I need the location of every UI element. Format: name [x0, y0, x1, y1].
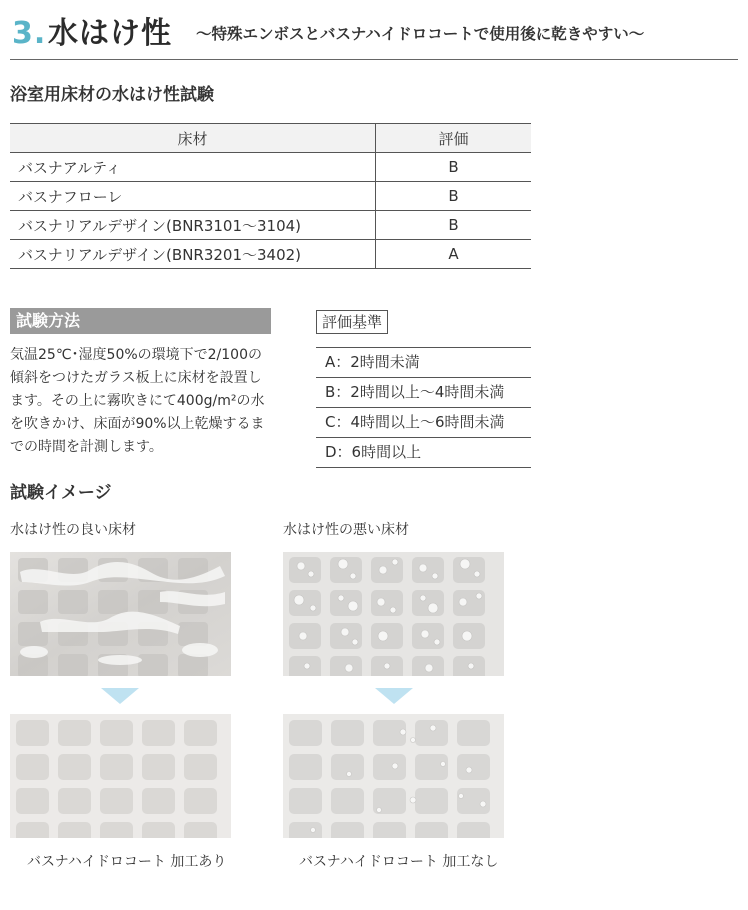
rating-cell: B	[376, 211, 532, 240]
material-cell: バスナリアルデザイン(BNR3201〜3402)	[10, 240, 376, 269]
page-subtitle: 〜特殊エンボスとバスナハイドロコートで使用後に乾きやすい〜	[196, 25, 645, 43]
table-row	[10, 153, 531, 182]
bad-floor-dry-photo	[283, 714, 504, 838]
arrow-down-icon	[101, 688, 139, 704]
material-cell: バスナフローレ	[10, 182, 376, 211]
criteria-list	[316, 347, 531, 468]
arrow-down-icon	[375, 688, 413, 704]
criteria-item: A：2時間未満	[316, 347, 531, 377]
good-floor-wet-photo	[10, 552, 231, 676]
page-title: 水はけ性	[48, 16, 172, 51]
method-heading: 試験方法	[10, 308, 271, 334]
rating-cell: B	[376, 153, 532, 182]
image-section-title: 試験イメージ	[10, 483, 112, 503]
criteria-heading: 評価基準	[316, 310, 388, 334]
table-row	[10, 211, 531, 240]
table-header-row	[10, 124, 531, 153]
material-cell: バスナリアルデザイン(BNR3101〜3104)	[10, 211, 376, 240]
bad-floor-wet-photo	[283, 552, 504, 676]
good-floor-caption: バスナハイドロコート 加工あり	[27, 854, 227, 870]
material-cell: バスナアルティ	[10, 153, 376, 182]
header-divider	[10, 59, 738, 60]
good-floor-label: 水はけ性の良い床材	[10, 522, 136, 538]
criteria-item: B：2時間以上〜4時間未満	[316, 377, 531, 407]
table-row	[10, 182, 531, 211]
bad-floor-caption: バスナハイドロコート 加工なし	[299, 854, 499, 870]
test-section-title: 浴室用床材の水はけ性試験	[10, 85, 214, 105]
rating-cell: A	[376, 240, 532, 269]
header-material: 床材	[10, 124, 376, 153]
bad-floor-label: 水はけ性の悪い床材	[283, 522, 409, 538]
method-description: 気温25℃･湿度50%の環境下で2/100の傾斜をつけたガラス板上に床材を設置します。その上に霧吹きにて400g/m²の水を吹きかけ、床面が90%以上乾燥するまでの時間を計測します。	[10, 347, 265, 455]
header-rating: 評価	[376, 124, 532, 153]
criteria-item: C：4時間以上〜6時間未満	[316, 407, 531, 437]
floor-rating-table	[10, 123, 531, 269]
good-floor-dry-photo	[10, 714, 231, 838]
criteria-item: D：6時間以上	[316, 437, 531, 468]
table-row	[10, 240, 531, 269]
rating-cell: B	[376, 182, 532, 211]
section-number: 3.	[12, 16, 47, 51]
